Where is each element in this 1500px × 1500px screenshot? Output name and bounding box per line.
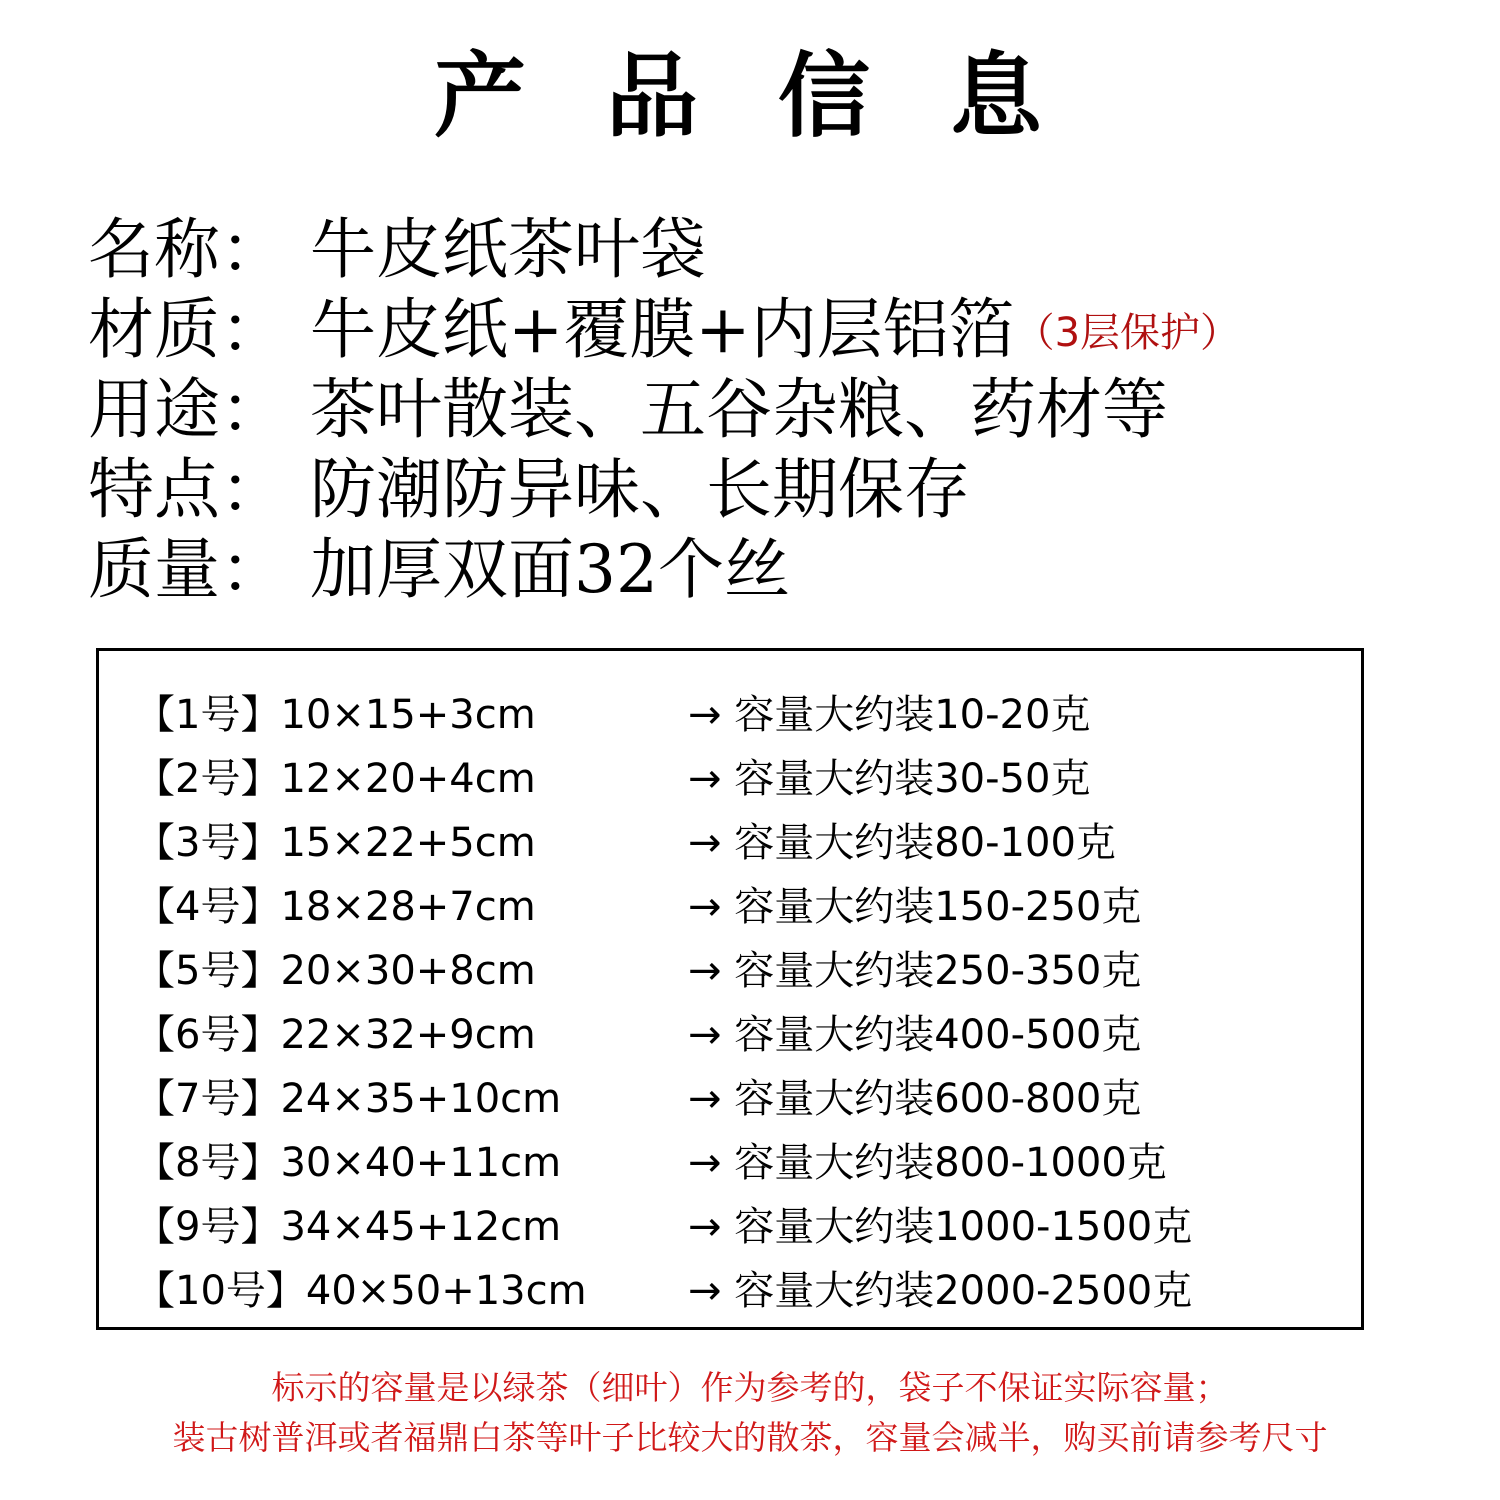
size-row [135, 875, 1335, 939]
info-row-quality [88, 530, 1478, 610]
size-dimensions: 22×32+9cm [280, 1012, 536, 1058]
info-row-material [88, 290, 1478, 370]
size-number: 【8号】 [135, 1140, 281, 1186]
size-dimensions: 24×35+10cm [280, 1076, 562, 1122]
size-dimensions: 30×40+11cm [280, 1140, 562, 1186]
capacity-disclaimer-line-1: 标示的容量是以绿茶（细叶）作为参考的，袋子不保证实际容量； [271, 1368, 1229, 1407]
size-dimensions: 10×15+3cm [280, 692, 536, 738]
size-row [135, 939, 1335, 1003]
size-number: 【5号】 [135, 948, 281, 994]
size-row [135, 1131, 1335, 1195]
info-row-usage [88, 370, 1478, 450]
size-number: 【1号】 [135, 692, 281, 738]
size-capacity: → 容量大约装150-250克 [688, 884, 1142, 930]
size-capacity: → 容量大约装600-800克 [688, 1076, 1142, 1122]
size-number: 【10号】 [135, 1268, 306, 1314]
feature-label: 特点： [88, 451, 286, 528]
info-row-feature [88, 450, 1478, 530]
size-number: 【4号】 [135, 884, 281, 930]
size-capacity: → 容量大约装10-20克 [688, 692, 1091, 738]
usage-value: 茶叶散装、五谷杂粮、药材等 [310, 371, 1168, 448]
page-title: 产 品 信 息 [433, 43, 1067, 150]
size-dimensions: 18×28+7cm [280, 884, 536, 930]
size-number: 【7号】 [135, 1076, 281, 1122]
feature-value: 防潮防异味、长期保存 [310, 451, 970, 528]
name-value: 牛皮纸茶叶袋 [310, 211, 706, 288]
size-number: 【9号】 [135, 1204, 281, 1250]
info-row-name [88, 210, 1478, 290]
size-spec [135, 683, 688, 747]
material-value: 牛皮纸+覆膜+内层铝箔 [310, 291, 1015, 368]
size-dimensions: 40×50+13cm [305, 1268, 587, 1314]
product-info [88, 210, 1478, 610]
size-row [135, 1003, 1335, 1067]
size-spec [135, 875, 688, 939]
size-spec [135, 1067, 688, 1131]
capacity-disclaimer-line-2: 装古树普洱或者福鼎白茶等叶子比较大的散茶，容量会减半，购买前请参考尺寸 [172, 1418, 1328, 1457]
quality-label: 质量： [88, 531, 286, 608]
size-list [135, 683, 1335, 1323]
size-capacity: → 容量大约装800-1000克 [688, 1140, 1167, 1186]
size-row [135, 1259, 1335, 1323]
size-capacity: → 容量大约装1000-1500克 [688, 1204, 1193, 1250]
size-spec [135, 1195, 688, 1259]
size-row [135, 747, 1335, 811]
size-dimensions: 20×30+8cm [280, 948, 536, 994]
size-dimensions: 34×45+12cm [280, 1204, 562, 1250]
size-capacity: → 容量大约装80-100克 [688, 820, 1116, 866]
size-capacity: → 容量大约装30-50克 [688, 756, 1091, 802]
name-label: 名称： [88, 211, 286, 288]
size-row [135, 683, 1335, 747]
size-spec [135, 1259, 688, 1323]
material-note: （3层保护） [1014, 310, 1241, 356]
size-capacity: → 容量大约装400-500克 [688, 1012, 1142, 1058]
size-row [135, 1067, 1335, 1131]
quality-value: 加厚双面32个丝 [310, 531, 790, 608]
size-spec [135, 747, 688, 811]
size-spec [135, 1131, 688, 1195]
size-capacity: → 容量大约装2000-2500克 [688, 1268, 1193, 1314]
size-row [135, 811, 1335, 875]
usage-label: 用途： [88, 371, 286, 448]
material-label: 材质： [88, 291, 286, 368]
size-spec [135, 811, 688, 875]
size-dimensions: 12×20+4cm [280, 756, 536, 802]
size-number: 【2号】 [135, 756, 281, 802]
size-spec [135, 1003, 688, 1067]
size-number: 【6号】 [135, 1012, 281, 1058]
size-table [96, 648, 1364, 1330]
size-capacity: → 容量大约装250-350克 [688, 948, 1142, 994]
size-number: 【3号】 [135, 820, 281, 866]
size-dimensions: 15×22+5cm [280, 820, 536, 866]
size-row [135, 1195, 1335, 1259]
size-spec [135, 939, 688, 1003]
